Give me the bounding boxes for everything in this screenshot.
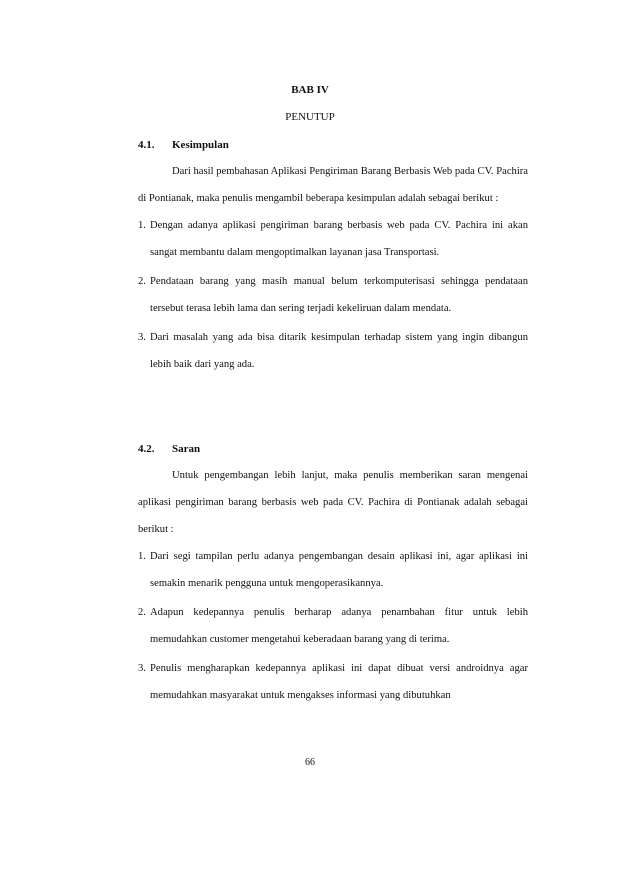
list-item	[138, 599, 528, 653]
list-marker: 2.	[138, 607, 146, 618]
list-marker: 3.	[138, 332, 146, 343]
section-number: 4.2.	[138, 443, 155, 455]
suggestion-list	[138, 543, 528, 709]
list-text: Dari segi tampilan perlu adanya pengembangan desain aplikasi ini, agar aplikasi ini semakin menarik pengguna untuk mengoperasikannya.	[150, 551, 528, 589]
list-text: Adapun kedepannya penulis berharap adanya penambahan fitur untuk lebih memudahkan customer mengetahui keberadaan barang yang di terima.	[150, 607, 528, 645]
section-heading-kesimpulan	[138, 138, 229, 152]
list-item	[138, 324, 528, 378]
list-item	[138, 655, 528, 709]
list-item	[138, 268, 528, 322]
section-heading-saran	[138, 442, 200, 456]
list-text: Dari masalah yang ada bisa ditarik kesimpulan terhadap sistem yang ingin dibangun lebih baik dari yang ada.	[150, 332, 528, 370]
section-body-saran	[138, 462, 528, 711]
section-intro: Dari hasil pembahasan Aplikasi Pengiriman Barang Berbasis Web pada CV. Pachira di Pontianak, maka penulis mengambil beberapa kesimpulan adalah sebagai berikut :	[138, 166, 528, 204]
section-title: Kesimpulan	[172, 139, 229, 151]
list-text: Pendataan barang yang masih manual belum terkomputerisasi sehingga pendataan tersebut terasa lebih lama dan sering terjadi kekeliruan dalam mendata.	[150, 276, 528, 314]
section-body-kesimpulan	[138, 158, 528, 380]
list-marker: 1.	[138, 220, 146, 231]
chapter-title: PENUTUP	[285, 111, 335, 123]
list-item	[138, 212, 528, 266]
list-marker: 3.	[138, 663, 146, 674]
list-text: Dengan adanya aplikasi pengiriman barang berbasis web pada CV. Pachira ini akan sangat membantu dalam mengoptimalkan layanan jasa Transportasi.	[150, 220, 528, 258]
conclusion-list	[138, 212, 528, 378]
section-title: Saran	[172, 443, 201, 455]
chapter-label: BAB IV	[291, 84, 329, 96]
section-number: 4.1.	[138, 139, 155, 151]
list-marker: 1.	[138, 551, 146, 562]
list-marker: 2.	[138, 276, 146, 287]
list-item	[138, 543, 528, 597]
page-number: 66	[305, 757, 315, 768]
section-intro: Untuk pengembangan lebih lanjut, maka penulis memberikan saran mengenai aplikasi pengiriman barang berbasis web pada CV. Pachira di Pontianak adalah sebagai berikut :	[138, 470, 528, 535]
list-text: Penulis mengharapkan kedepannya aplikasi ini dapat dibuat versi androidnya agar memudahkan masyarakat untuk mengakses informasi yang dibutuhkan	[150, 663, 528, 701]
